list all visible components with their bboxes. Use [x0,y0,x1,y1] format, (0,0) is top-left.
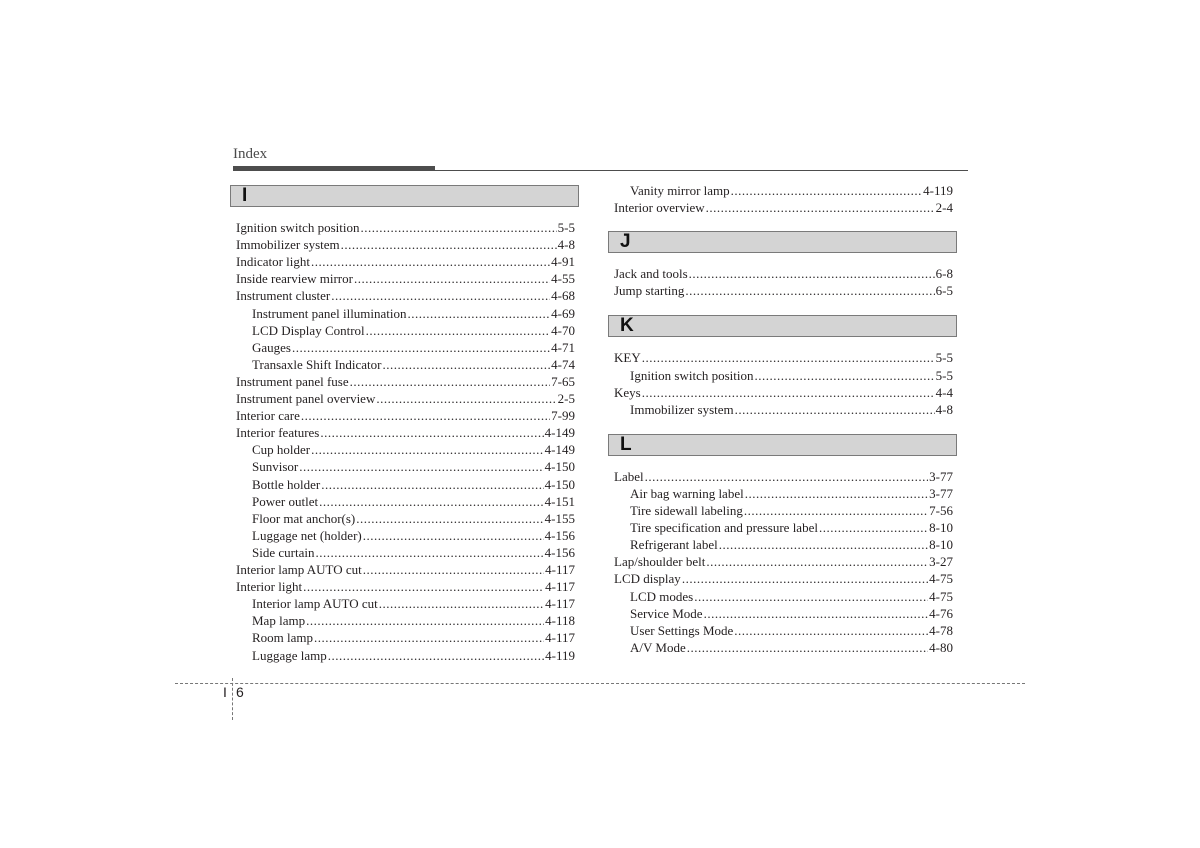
entry-label: Interior lamp AUTO cut [252,596,378,612]
dot-leader [354,270,550,287]
entry-page-ref: 4-78 [929,622,953,638]
index-subentry [252,527,575,544]
entry-page-ref: 4-70 [551,322,575,338]
entry-page-ref: 4-68 [551,288,575,304]
entry-label: Transaxle Shift Indicator [252,356,382,372]
footer-page-number: 6 [236,684,244,700]
index-entry [614,553,953,570]
entry-page-ref: 4-117 [545,596,575,612]
entry-page-ref: 4-80 [929,639,953,655]
entry-label: Vanity mirror lamp [630,183,730,198]
entry-label: Indicator light [236,254,311,270]
entry-label: Tire sidewall labeling [630,503,743,518]
entry-label: Label [614,468,644,484]
dot-leader [745,485,928,502]
index-entry [614,468,953,485]
dot-leader [366,322,550,339]
entry-page-ref: 4-151 [544,493,575,509]
index-entry [236,424,575,441]
index-entry [614,199,953,216]
entry-page-ref: 4-117 [545,579,575,595]
dot-leader [719,536,928,553]
index-entry [614,384,953,401]
dot-leader [376,390,556,407]
section-letter-heading: J [608,231,957,253]
dot-leader [689,265,935,282]
index-subentry [630,182,953,199]
entry-page-ref: 4-119 [923,183,953,198]
dot-leader [350,373,551,390]
dot-leader [682,570,928,587]
index-subentry [252,647,575,664]
dot-leader [292,339,550,356]
index-entry [236,219,575,236]
entry-page-ref: 4-156 [544,527,575,543]
entry-page-ref: 7-65 [551,373,575,389]
entry-label: Instrument panel fuse [236,373,349,389]
entry-label: Floor mat anchor(s) [252,510,356,526]
entry-page-ref: 4-71 [551,339,575,355]
index-entry [236,561,575,578]
entry-page-ref: 4-156 [544,544,575,560]
entry-label: Ignition switch position [630,367,754,383]
index-subentry [630,502,953,519]
section-letter-heading: L [608,434,957,456]
dot-leader [408,305,551,322]
dot-leader [303,578,544,595]
entry-page-ref: 4-91 [551,254,575,270]
entry-page-ref: 3-77 [929,468,953,484]
index-entry [236,287,575,304]
entry-label: Interior overview [614,200,705,216]
entry-label: Immobilizer system [630,401,734,417]
footer-section-letter: I [223,684,227,700]
index-entry [236,578,575,595]
dot-leader [645,468,929,485]
dot-leader [321,476,543,493]
dot-leader [379,595,544,612]
entry-page-ref: 5-5 [935,367,953,383]
entry-page-ref: 4-149 [544,425,575,441]
index-subentry [630,367,953,384]
index-entry [614,570,953,587]
entry-label: Luggage lamp [252,647,327,663]
dot-leader [642,384,935,401]
dot-leader [328,647,544,664]
entry-page-ref: 4-118 [545,613,575,629]
dot-leader [361,219,557,236]
dot-leader [341,236,557,253]
entry-label: Lap/shoulder belt [614,554,706,570]
entry-label: Instrument cluster [236,288,331,304]
index-subentry [630,519,953,536]
dot-leader [320,424,543,441]
index-subentry [252,493,575,510]
entry-page-ref: 4-150 [544,476,575,492]
index-subentry [252,441,575,458]
entry-label: User Settings Mode [630,622,734,638]
dot-leader [314,629,544,646]
entry-label: Instrument panel illumination [252,305,407,321]
entry-label: Service Mode [630,605,703,621]
index-subentry [252,356,575,373]
index-entry [236,253,575,270]
dot-leader [311,441,544,458]
entry-label: Room lamp [252,630,314,646]
dot-leader [306,612,544,629]
entry-page-ref: 4-8 [935,401,953,417]
entry-page-ref: 4-76 [929,605,953,621]
index-subentry [630,485,953,502]
entry-page-ref: 2-4 [935,200,953,216]
entry-page-ref: 3-27 [929,554,953,570]
index-column-right [614,182,953,682]
entry-label: Refrigerant label [630,537,718,553]
dot-leader [755,367,935,384]
entry-page-ref: 5-5 [935,350,953,366]
dot-leader [687,639,928,656]
dot-leader [642,349,935,366]
entry-page-ref: 6-5 [935,283,953,299]
index-entry [236,407,575,424]
entry-label: Inside rearview mirror [236,271,353,287]
entry-label: LCD display [614,571,681,587]
entry-label: Air bag warning label [630,485,744,501]
entry-label: Interior care [236,408,300,424]
index-subentry [252,595,575,612]
entry-page-ref: 4-150 [544,459,575,475]
entry-page-ref: 4-155 [544,510,575,526]
index-entry [236,390,575,407]
entry-label: Interior lamp AUTO cut [236,562,362,577]
index-subentry [630,605,953,622]
index-subentry [630,401,953,418]
footer-rule [175,683,1025,684]
dot-leader [319,493,544,510]
index-subentry [630,639,953,656]
entry-label: Map lamp [252,613,306,629]
index-subentry [252,612,575,629]
entry-page-ref: 5-5 [557,220,575,235]
section-letter-heading: K [608,315,957,337]
footer-divider [232,678,233,720]
entry-label: Sunvisor [252,459,299,475]
index-entry [236,236,575,253]
entry-label: Luggage net (holder) [252,527,362,543]
dot-leader [694,588,928,605]
entry-label: Jump starting [614,283,685,299]
index-subentry [252,339,575,356]
entry-label: Gauges [252,339,291,355]
dot-leader [685,282,934,299]
entry-label: Power outlet [252,493,319,509]
entry-page-ref: 4-4 [935,384,953,400]
dot-leader [363,561,544,578]
index-entry [614,349,953,366]
entry-label: Keys [614,384,641,400]
dot-leader [735,401,935,418]
entry-label: Tire specification and pressure label [630,520,818,536]
entry-label: Immobilizer system [236,237,340,253]
entry-label: Instrument panel overview [236,391,376,406]
dot-leader [363,527,544,544]
entry-label: A/V Mode [630,639,686,655]
entry-page-ref: 3-77 [929,485,953,501]
index-subentry [252,629,575,646]
entry-page-ref: 6-8 [935,266,953,282]
entry-page-ref: 4-74 [551,356,575,372]
entry-page-ref: 8-10 [929,537,953,553]
entry-page-ref: 4-119 [545,647,575,663]
entry-label: Ignition switch position [236,220,360,235]
entry-label: KEY [614,350,641,366]
index-entry [614,282,953,299]
index-entry [614,265,953,282]
index-subentry [630,536,953,553]
index-entry [236,270,575,287]
entry-label: LCD Display Control [252,322,365,338]
index-subentry [630,622,953,639]
entry-page-ref: 4-69 [551,305,575,321]
entry-label: Interior light [236,579,303,595]
entry-page-ref: 2-5 [557,391,575,406]
dot-leader [356,510,543,527]
entry-page-ref: 4-117 [545,562,575,577]
entry-label: Bottle holder [252,476,321,492]
entry-label: Cup holder [252,442,311,458]
header-rule [233,170,968,171]
dot-leader [299,458,543,475]
entry-label: LCD modes [630,588,694,604]
entry-page-ref: 4-149 [544,442,575,458]
entry-page-ref: 7-99 [551,408,575,424]
entry-page-ref: 4-75 [929,588,953,604]
entry-page-ref: 4-8 [557,237,575,253]
dot-leader [315,544,543,561]
index-subentry [252,476,575,493]
index-subentry [252,510,575,527]
dot-leader [706,553,928,570]
dot-leader [734,622,928,639]
dot-leader [331,287,550,304]
index-column-left [236,185,575,685]
entry-label: Side curtain [252,544,315,560]
index-subentry [252,544,575,561]
index-subentry [252,305,575,322]
page-header-title: Index [233,146,268,162]
entry-page-ref: 4-117 [545,630,575,646]
entry-label: Jack and tools [614,266,688,282]
dot-leader [383,356,551,373]
entry-page-ref: 7-56 [929,503,953,518]
entry-label: Interior features [236,425,320,441]
entry-page-ref: 4-75 [929,571,953,587]
dot-leader [731,182,922,199]
index-subentry [252,458,575,475]
dot-leader [704,605,929,622]
dot-leader [744,502,928,519]
dot-leader [819,519,928,536]
dot-leader [706,199,935,216]
dot-leader [301,407,550,424]
entry-page-ref: 4-55 [551,271,575,287]
index-entry [236,373,575,390]
section-letter-heading: I [230,185,579,207]
index-subentry [630,588,953,605]
index-subentry [252,322,575,339]
dot-leader [311,253,550,270]
entry-page-ref: 8-10 [929,520,953,536]
